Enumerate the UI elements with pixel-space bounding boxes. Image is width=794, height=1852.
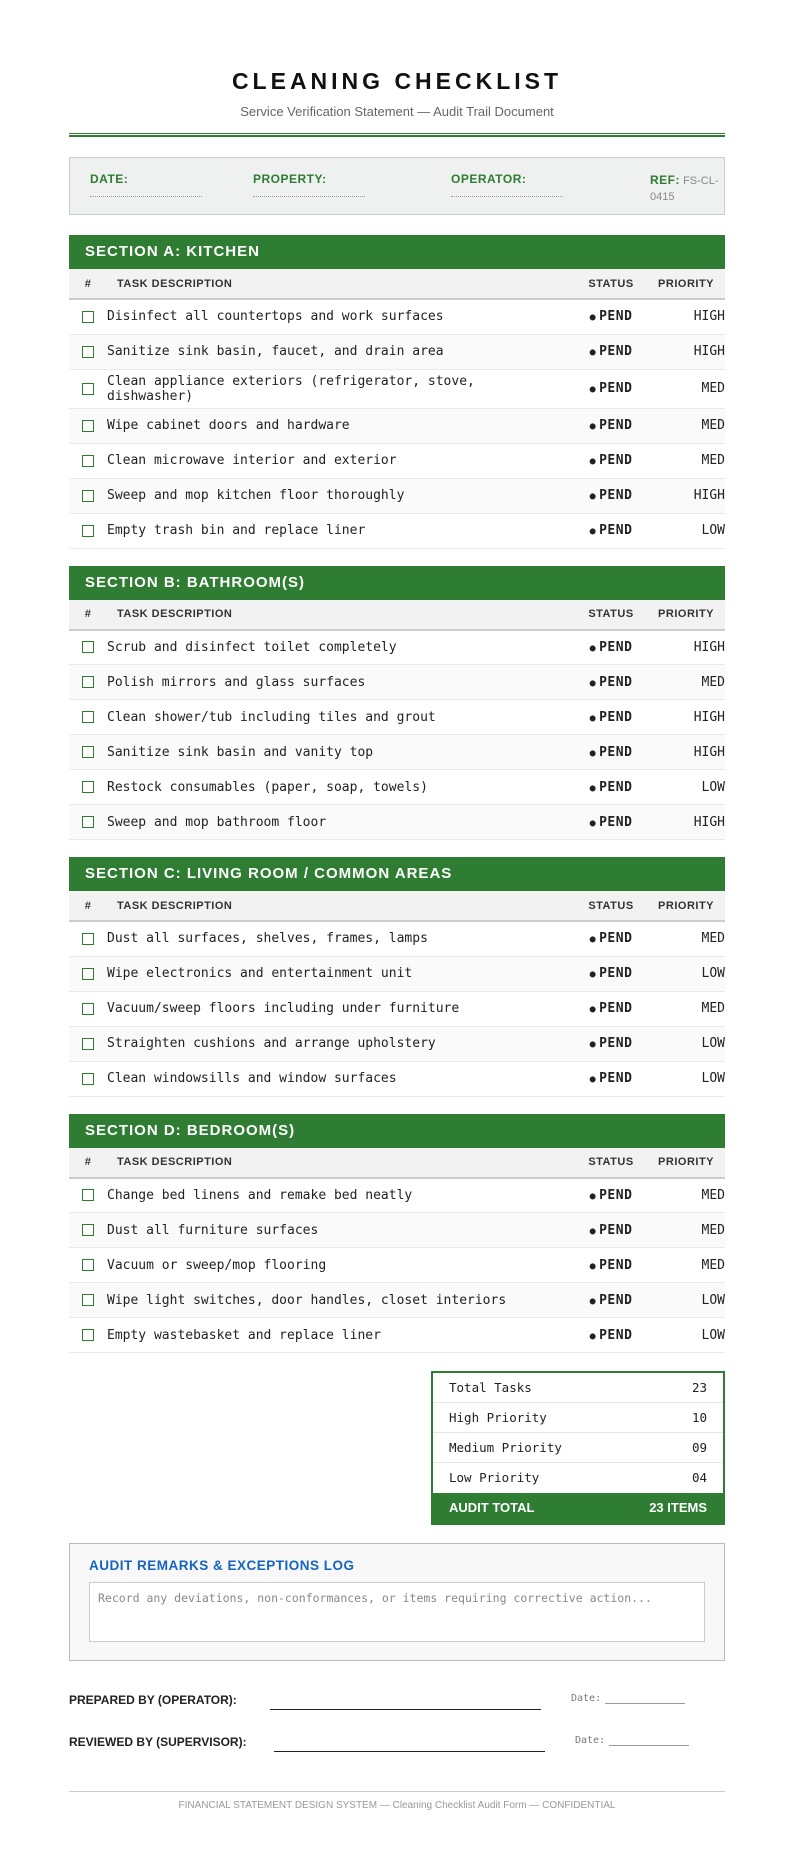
task-checkbox-cell — [69, 991, 107, 1026]
status-badge: PEND — [599, 779, 633, 795]
summary-value: 09 — [691, 1440, 707, 1455]
meta-property-label: PROPERTY: — [253, 172, 327, 186]
status-badge: PEND — [599, 639, 633, 655]
status-dot-icon: ● — [589, 1074, 597, 1085]
task-priority: LOW — [655, 1026, 725, 1061]
table-row — [69, 478, 725, 513]
task-checkbox-cell — [69, 770, 107, 805]
page-title: CLEANING CHECKLIST — [231, 68, 563, 94]
task-description: Wipe cabinet doors and hardware — [107, 408, 567, 443]
table-row — [69, 1178, 725, 1213]
status-dot-icon: ● — [589, 747, 597, 759]
column-header-priority: PRIORITY — [655, 1148, 725, 1178]
task-checkbox-cell — [69, 1248, 107, 1283]
task-checkbox-cell — [69, 956, 107, 991]
task-status — [567, 1026, 655, 1061]
task-status — [567, 665, 655, 700]
task-table-header — [69, 269, 725, 299]
task-description: Clean appliance exteriors (refrigerator, stove, dishwasher) — [107, 369, 567, 408]
task-checkbox-cell — [69, 630, 107, 665]
task-priority: MED — [655, 921, 725, 956]
task-checkbox-cell — [69, 299, 107, 334]
task-description: Disinfect all countertops and work surfaces — [107, 299, 567, 334]
task-priority: LOW — [655, 513, 725, 548]
task-checkbox-cell — [69, 805, 107, 840]
signature-block — [69, 1683, 725, 1767]
task-description: Sanitize sink basin, faucet, and drain area — [107, 334, 567, 369]
column-header-description: TASK DESCRIPTION — [107, 269, 567, 299]
summary-label: Total Tasks — [449, 1380, 532, 1395]
prepared-by-date-line[interactable] — [605, 1696, 685, 1704]
task-checkbox-cell — [69, 665, 107, 700]
status-dot-icon: ● — [589, 1004, 597, 1015]
meta-date-field[interactable] — [90, 172, 202, 197]
task-priority: LOW — [655, 1318, 725, 1353]
remarks-panel — [69, 1543, 725, 1661]
status-badge: PEND — [599, 523, 633, 538]
task-checkbox-cell — [69, 1318, 107, 1353]
summary-row — [433, 1433, 723, 1463]
task-checkbox[interactable] — [82, 383, 94, 395]
task-checkbox-cell — [69, 700, 107, 735]
task-checkbox-cell — [69, 408, 107, 443]
task-priority: LOW — [655, 1061, 725, 1096]
task-checkbox[interactable] — [82, 525, 94, 537]
table-row — [69, 513, 725, 548]
status-badge: PEND — [599, 453, 633, 468]
task-priority: MED — [655, 443, 725, 478]
reviewed-by-date-label: Date: — [575, 1735, 606, 1746]
task-status — [567, 956, 655, 991]
status-badge: PEND — [599, 674, 633, 690]
checklist-section — [69, 857, 725, 1097]
column-header-number: # — [69, 269, 107, 299]
task-description: Clean shower/tub including tiles and grout — [107, 700, 567, 735]
column-header-number: # — [69, 1148, 107, 1178]
status-dot-icon: ● — [589, 677, 597, 689]
task-checkbox[interactable] — [82, 641, 94, 653]
summary-value: 10 — [691, 1410, 707, 1425]
table-row — [69, 334, 725, 369]
task-description: Empty wastebasket and replace liner — [107, 1318, 567, 1353]
task-checkbox[interactable] — [82, 1294, 94, 1306]
status-badge: PEND — [599, 1292, 633, 1308]
task-checkbox[interactable] — [82, 420, 94, 432]
page-footer — [69, 1791, 725, 1811]
status-dot-icon: ● — [589, 526, 597, 537]
meta-ref-label: REF: — [650, 173, 680, 187]
table-row — [69, 408, 725, 443]
task-status — [567, 805, 655, 840]
table-row — [69, 443, 725, 478]
task-description: Scrub and disinfect toilet completely — [107, 630, 567, 665]
remarks-title: AUDIT REMARKS & EXCEPTIONS LOG — [89, 1558, 355, 1573]
task-table-header — [69, 600, 725, 630]
task-table — [69, 891, 725, 1097]
task-priority: MED — [655, 1178, 725, 1213]
status-dot-icon: ● — [589, 384, 597, 395]
summary-total-row — [433, 1493, 723, 1523]
column-header-status: STATUS — [567, 891, 655, 921]
task-status — [567, 408, 655, 443]
column-header-priority: PRIORITY — [655, 600, 725, 630]
summary-total-label: AUDIT TOTAL — [449, 1500, 535, 1515]
status-badge: PEND — [599, 966, 633, 981]
task-status — [567, 630, 655, 665]
summary-value: 04 — [691, 1470, 707, 1485]
status-dot-icon: ● — [589, 1260, 597, 1272]
task-description: Sanitize sink basin and vanity top — [107, 735, 567, 770]
meta-info-box — [69, 157, 725, 215]
task-priority: LOW — [655, 770, 725, 805]
task-checkbox[interactable] — [82, 933, 94, 945]
task-status — [567, 299, 655, 334]
meta-operator-label: OPERATOR: — [451, 172, 527, 186]
status-dot-icon: ● — [589, 817, 597, 829]
column-header-status: STATUS — [567, 1148, 655, 1178]
reviewed-by-date[interactable] — [575, 1735, 689, 1746]
table-row — [69, 630, 725, 665]
table-row — [69, 369, 725, 408]
status-dot-icon: ● — [589, 1039, 597, 1050]
column-header-number: # — [69, 891, 107, 921]
table-row — [69, 1283, 725, 1318]
table-row — [69, 956, 725, 991]
task-checkbox[interactable] — [82, 746, 94, 758]
task-checkbox-cell — [69, 334, 107, 369]
task-checkbox[interactable] — [82, 816, 94, 828]
status-badge: PEND — [599, 1071, 633, 1086]
meta-operator-field[interactable] — [451, 172, 563, 197]
remarks-textarea[interactable]: Record any deviations, non-conformances, or items requiring corrective action... — [89, 1582, 705, 1642]
status-dot-icon: ● — [589, 1225, 597, 1237]
section-header: SECTION A: KITCHEN — [69, 235, 725, 269]
status-dot-icon: ● — [589, 421, 597, 432]
task-description: Empty trash bin and replace liner — [107, 513, 567, 548]
task-checkbox[interactable] — [82, 968, 94, 980]
task-description: Vacuum/sweep floors including under furniture — [107, 991, 567, 1026]
prepared-by-date[interactable] — [571, 1693, 685, 1704]
task-checkbox[interactable] — [82, 781, 94, 793]
status-badge: PEND — [599, 1327, 633, 1343]
task-status — [567, 513, 655, 548]
summary-value: 23 — [691, 1380, 707, 1395]
task-description: Wipe light switches, door handles, closet interiors — [107, 1283, 567, 1318]
task-checkbox[interactable] — [82, 346, 94, 358]
status-dot-icon: ● — [589, 347, 597, 358]
table-row — [69, 1026, 725, 1061]
task-checkbox[interactable] — [82, 1224, 94, 1236]
task-checkbox[interactable] — [82, 711, 94, 723]
meta-date-line[interactable] — [90, 196, 202, 197]
task-status — [567, 369, 655, 408]
status-badge: PEND — [599, 1036, 633, 1051]
reviewed-by-date-line[interactable] — [609, 1738, 689, 1746]
task-priority: HIGH — [655, 478, 725, 513]
status-dot-icon: ● — [589, 969, 597, 980]
section-header: SECTION B: BATHROOM(S) — [69, 566, 725, 600]
task-table — [69, 269, 725, 549]
task-checkbox[interactable] — [82, 1259, 94, 1271]
prepared-by-signature-line[interactable] — [270, 1709, 541, 1710]
task-status — [567, 478, 655, 513]
footer-text: FINANCIAL STATEMENT DESIGN SYSTEM — Cleaning Checklist Audit Form — CONFIDENTIAL — [178, 1800, 616, 1811]
task-priority: MED — [655, 1248, 725, 1283]
status-badge: PEND — [599, 381, 633, 396]
task-checkbox-cell — [69, 478, 107, 513]
task-checkbox[interactable] — [82, 455, 94, 467]
column-header-status: STATUS — [567, 600, 655, 630]
reviewed-by-signature-line[interactable] — [274, 1751, 545, 1752]
column-header-number: # — [69, 600, 107, 630]
task-status — [567, 991, 655, 1026]
task-table — [69, 1148, 725, 1354]
summary-row — [433, 1373, 723, 1403]
task-description: Dust all furniture surfaces — [107, 1213, 567, 1248]
task-status — [567, 1178, 655, 1213]
table-row — [69, 1318, 725, 1353]
status-badge: PEND — [599, 814, 633, 830]
meta-ref-value: FS-CL-0415 — [650, 175, 719, 203]
status-badge: PEND — [599, 931, 633, 947]
header-divider — [69, 133, 725, 137]
task-priority: MED — [655, 665, 725, 700]
task-status — [567, 1248, 655, 1283]
column-header-status: STATUS — [567, 269, 655, 299]
status-dot-icon: ● — [589, 1190, 597, 1202]
task-checkbox-cell — [69, 1026, 107, 1061]
task-priority: HIGH — [655, 735, 725, 770]
task-checkbox[interactable] — [82, 490, 94, 502]
task-checkbox[interactable] — [82, 1073, 94, 1085]
table-row — [69, 1213, 725, 1248]
reviewed-by-row — [69, 1725, 725, 1767]
task-status — [567, 1213, 655, 1248]
meta-date-label: DATE: — [90, 172, 129, 186]
task-description: Wipe electronics and entertainment unit — [107, 956, 567, 991]
status-badge: PEND — [599, 488, 633, 503]
task-description: Straighten cushions and arrange upholstery — [107, 1026, 567, 1061]
task-priority: MED — [655, 408, 725, 443]
section-header: SECTION D: BEDROOM(S) — [69, 1114, 725, 1148]
prepared-by-date-label: Date: — [571, 1693, 602, 1704]
table-row — [69, 921, 725, 956]
summary-label: Low Priority — [449, 1470, 540, 1485]
task-status — [567, 443, 655, 478]
task-checkbox-cell — [69, 1213, 107, 1248]
task-description: Polish mirrors and glass surfaces — [107, 665, 567, 700]
task-status — [567, 921, 655, 956]
task-checkbox-cell — [69, 1283, 107, 1318]
status-dot-icon: ● — [589, 491, 597, 502]
task-status — [567, 735, 655, 770]
table-row — [69, 1248, 725, 1283]
column-header-description: TASK DESCRIPTION — [107, 1148, 567, 1178]
status-badge: PEND — [599, 1222, 633, 1238]
task-checkbox-cell — [69, 1178, 107, 1213]
meta-property-field[interactable] — [253, 172, 365, 197]
status-dot-icon: ● — [589, 1330, 597, 1342]
task-priority: LOW — [655, 956, 725, 991]
task-description: Restock consumables (paper, soap, towels) — [107, 770, 567, 805]
status-dot-icon: ● — [589, 456, 597, 467]
table-row — [69, 805, 725, 840]
status-badge: PEND — [599, 418, 633, 433]
task-checkbox-cell — [69, 921, 107, 956]
summary-row — [433, 1463, 723, 1493]
task-table — [69, 600, 725, 841]
task-checkbox[interactable] — [82, 1189, 94, 1201]
summary-total-value: 23 ITEMS — [649, 1500, 707, 1515]
task-priority: MED — [655, 991, 725, 1026]
task-checkbox[interactable] — [82, 1003, 94, 1015]
checklist-section — [69, 566, 725, 841]
sections-container — [69, 235, 725, 1353]
column-header-description: TASK DESCRIPTION — [107, 891, 567, 921]
status-dot-icon: ● — [589, 1295, 597, 1307]
meta-ref-field — [650, 172, 730, 205]
task-checkbox[interactable] — [82, 1038, 94, 1050]
summary-wrap — [69, 1371, 725, 1525]
summary-label: Medium Priority — [449, 1440, 562, 1455]
task-checkbox[interactable] — [82, 311, 94, 323]
task-table-header — [69, 1148, 725, 1178]
task-description: Clean windowsills and window surfaces — [107, 1061, 567, 1096]
task-status — [567, 1283, 655, 1318]
checklist-section — [69, 235, 725, 549]
status-badge: PEND — [599, 309, 633, 325]
page-subtitle: Service Verification Statement — Audit Trail Document — [240, 104, 554, 119]
task-status — [567, 700, 655, 735]
prepared-by-row — [69, 1683, 725, 1725]
task-checkbox-cell — [69, 735, 107, 770]
section-header: SECTION C: LIVING ROOM / COMMON AREAS — [69, 857, 725, 891]
task-priority: HIGH — [655, 299, 725, 334]
task-checkbox-cell — [69, 1061, 107, 1096]
status-badge: PEND — [599, 1187, 633, 1203]
status-badge: PEND — [599, 744, 633, 760]
summary-box — [431, 1371, 725, 1525]
reviewed-by-label: REVIEWED BY (SUPERVISOR): — [69, 1735, 247, 1749]
meta-operator-line[interactable] — [451, 196, 563, 197]
summary-label: High Priority — [449, 1410, 547, 1425]
task-priority: MED — [655, 369, 725, 408]
task-priority: HIGH — [655, 805, 725, 840]
summary-row — [433, 1403, 723, 1433]
task-checkbox-cell — [69, 369, 107, 408]
table-row — [69, 770, 725, 805]
table-row — [69, 1061, 725, 1096]
task-status — [567, 1061, 655, 1096]
task-priority: MED — [655, 1213, 725, 1248]
status-badge: PEND — [599, 709, 633, 725]
status-badge: PEND — [599, 344, 633, 359]
task-description: Vacuum or sweep/mop flooring — [107, 1248, 567, 1283]
task-description: Clean microwave interior and exterior — [107, 443, 567, 478]
status-badge: PEND — [599, 1257, 633, 1273]
task-checkbox-cell — [69, 443, 107, 478]
table-row — [69, 735, 725, 770]
status-dot-icon: ● — [589, 642, 597, 654]
column-header-priority: PRIORITY — [655, 269, 725, 299]
task-status — [567, 1318, 655, 1353]
checklist-section — [69, 1114, 725, 1354]
task-status — [567, 334, 655, 369]
task-priority: HIGH — [655, 334, 725, 369]
status-dot-icon: ● — [589, 312, 597, 324]
task-priority: LOW — [655, 1283, 725, 1318]
prepared-by-label: PREPARED BY (OPERATOR): — [69, 1693, 237, 1707]
task-description: Change bed linens and remake bed neatly — [107, 1178, 567, 1213]
table-row — [69, 665, 725, 700]
column-header-description: TASK DESCRIPTION — [107, 600, 567, 630]
task-status — [567, 770, 655, 805]
status-dot-icon: ● — [589, 712, 597, 724]
table-row — [69, 700, 725, 735]
task-checkbox[interactable] — [82, 676, 94, 688]
meta-property-line[interactable] — [253, 196, 365, 197]
task-description: Sweep and mop bathroom floor — [107, 805, 567, 840]
task-description: Sweep and mop kitchen floor thoroughly — [107, 478, 567, 513]
table-row — [69, 299, 725, 334]
task-description: Dust all surfaces, shelves, frames, lamps — [107, 921, 567, 956]
task-priority: HIGH — [655, 630, 725, 665]
task-priority: HIGH — [655, 700, 725, 735]
status-dot-icon: ● — [589, 934, 597, 946]
document-header — [69, 0, 725, 137]
task-checkbox-cell — [69, 513, 107, 548]
column-header-priority: PRIORITY — [655, 891, 725, 921]
table-row — [69, 991, 725, 1026]
status-badge: PEND — [599, 1001, 633, 1016]
task-checkbox[interactable] — [82, 1329, 94, 1341]
status-dot-icon: ● — [589, 782, 597, 794]
task-table-header — [69, 891, 725, 921]
